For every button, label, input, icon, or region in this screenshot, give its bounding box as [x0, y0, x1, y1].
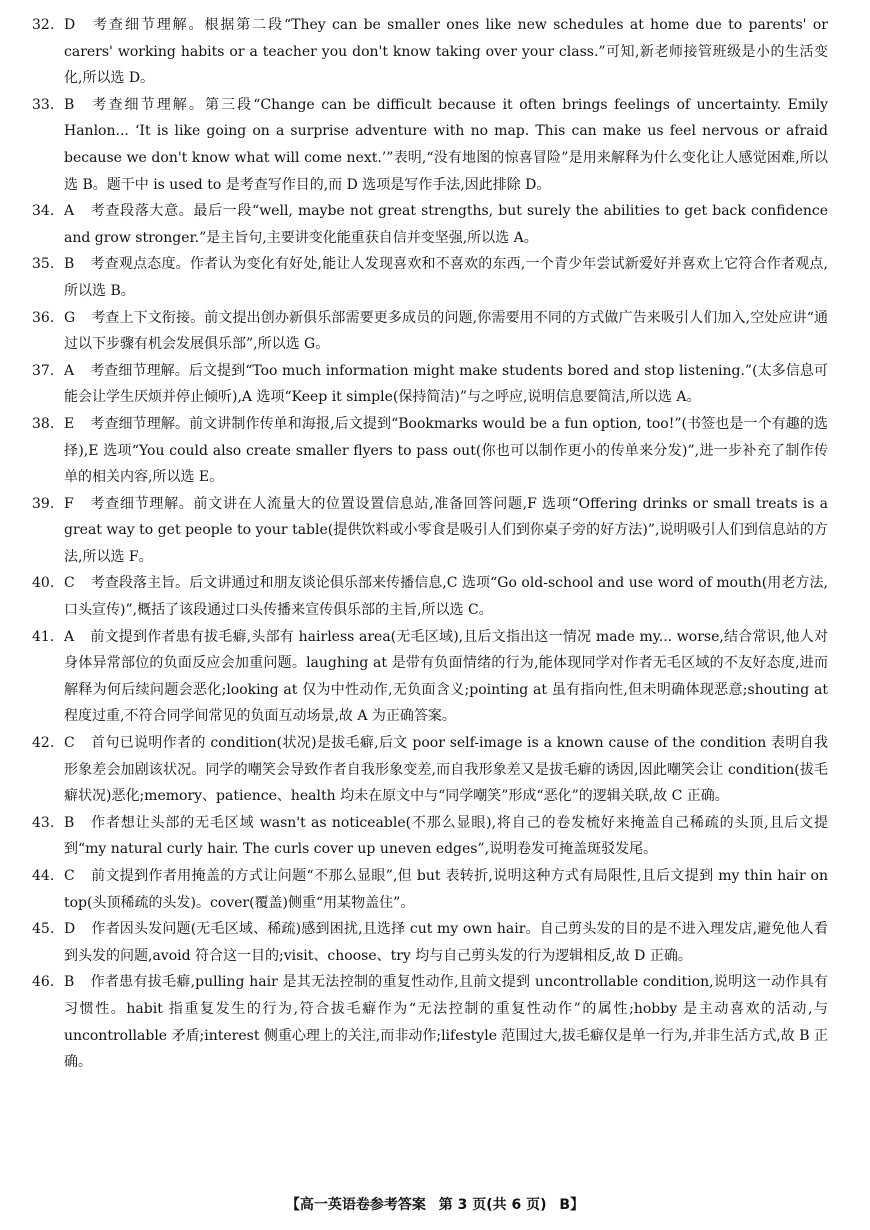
answer-item	[32, 305, 828, 358]
explanation-text: 考查细节理解。前文讲在人流量大的位置设置信息站,准备回答问题,F 选项“Offering drinks or small treats is a great way to get people to your table(提供饮料或小零食是吸引人们到你桌子旁的好方法)”,说明吸引人们到信息站的方法,所以选 F。	[64, 495, 828, 565]
answer-item	[32, 411, 828, 491]
answer-letter: A	[64, 362, 75, 379]
answer-letter: F	[64, 495, 74, 512]
question-number: 33.	[32, 96, 55, 113]
answer-letter: A	[64, 628, 75, 645]
footer-version: B】	[559, 1197, 585, 1213]
explanation-text: 考查上下文衔接。前文提出创办新俱乐部需要更多成员的问题,你需要用不同的方式做广告来吸引人们加入,空处应讲“通过以下步骤有机会发展俱乐部”,所以选 G。	[64, 309, 828, 353]
answer-letter: B	[64, 814, 75, 831]
answer-item	[32, 969, 828, 1075]
answer-item	[32, 358, 828, 411]
explanation-text: 考查段落大意。最后一段“well, maybe not great strengths, but surely the abilities to get back confidence and grow stronger.”是主旨句,主要讲变化能重获自信并变坚强,所以选 A。	[64, 203, 828, 246]
question-number: 41.	[32, 628, 55, 645]
answer-letter: D	[64, 17, 76, 33]
question-number: 44.	[32, 868, 55, 884]
page-footer	[0, 1194, 870, 1214]
question-number: 39.	[32, 495, 55, 512]
question-number: 35.	[32, 256, 55, 273]
explanation-text: 考查细节理解。后文提到“Too much information might make students bored and stop listening.”(太多信息可能会让学生厌烦并停止倾听),A 选项“Keep it simple(保持简洁)”与之呼应,说明信息要简洁,所以选 A。	[64, 362, 828, 406]
answer-letter: A	[64, 203, 75, 220]
explanation-text: 前文提到作者患有拔毛癖,头部有 hairless area(无毛区域),且后文指出这一情况 made my... worse,结合常识,他人对身体异常部位的负面反应会加重问题。laughing at 是带有负面情绪的行为,能体现同学对作者无毛区域的不友好态度,进而解释为何后续问题会恶化;looking at 仅为中性动作,无负面含义;pointing at 虽有指向性,但未明确体现恶意;shouting at 程度过重,不符合同学间常见的负面互动场景,故 A 为正确答案。	[64, 628, 828, 725]
question-number: 38.	[32, 415, 55, 432]
answer-item	[32, 491, 828, 571]
answer-letter: E	[64, 415, 75, 432]
explanation-text: 作者想让头部的无毛区域 wasn't as noticeable(不那么显眼),将自己的卷发梳好来掩盖自己稀疏的头顶,且后文提到“my natural curly hair. The curls cover up uneven edges”,说明卷发可掩盖斑驳发尾。	[64, 814, 828, 858]
answer-letter: G	[64, 309, 76, 326]
question-number: 42.	[32, 735, 55, 752]
explanation-text: 前文提到作者用掩盖的方式让问题“不那么显眼”,但 but 表转折,说明这种方式有局限性,且后文提到 my thin hair on top(头顶稀疏的头发)。cover(覆盖)侧重“用某物盖住”。	[64, 868, 828, 911]
answer-letter: D	[64, 921, 76, 938]
answer-letter: B	[64, 256, 75, 273]
explanation-text: 考查细节理解。第三段“Change can be difficult because it often brings feelings of uncertainty. Emily Hanlon... ‘It is like going on a surprise adventure with no map. This can make us feel nervous or afraid because we don't know what will come next.’”表明,“没有地图的惊喜冒险”是用来解释为什么变化让人感觉困难,所以选 B。题干中 is used to 是考查写作目的,而 D 选项是写作手法,因此排除 D。	[64, 96, 828, 193]
answer-item	[32, 198, 828, 251]
answer-item	[32, 863, 828, 916]
answer-explanations	[32, 12, 828, 1076]
question-number: 36.	[32, 309, 55, 326]
question-number: 37.	[32, 362, 55, 379]
explanation-text: 考查细节理解。前文讲制作传单和海报,后文提到“Bookmarks would be a fun option, too!”(书签也是一个有趣的选择),E 选项“You could also create smaller flyers to pass out(你也可以制作更小的传单来分发)”,进一步补充了制作传单的相关内容,所以选 E。	[64, 415, 828, 486]
explanation-text: 考查观点态度。作者认为变化有好处,能让人发现喜欢和不喜欢的东西,一个青少年尝试新爱好并喜欢上它符合作者观点,所以选 B。	[64, 256, 828, 299]
explanation-text: 考查段落主旨。后文讲通过和朋友谈论俱乐部来传播信息,C 选项“Go old-school and use word of mouth(用老方法,口头宣传)”,概括了该段通过口头传播来宣传俱乐部的主旨,所以选 C。	[64, 575, 828, 619]
answer-letter: B	[64, 974, 75, 991]
answer-item	[32, 916, 828, 969]
answer-item	[32, 251, 828, 304]
answer-item	[32, 570, 828, 623]
footer-page-number: 第 3 页(共 6 页)	[438, 1197, 547, 1213]
answer-letter: C	[64, 868, 75, 884]
answer-item	[32, 624, 828, 730]
question-number: 34.	[32, 203, 55, 220]
footer-title: 【高一英语卷参考答案	[285, 1197, 426, 1213]
question-number: 40.	[32, 575, 55, 592]
answer-letter: C	[64, 735, 75, 752]
question-number: 32.	[32, 17, 55, 33]
answer-item	[32, 810, 828, 863]
question-number: 45.	[32, 921, 55, 938]
answer-letter: C	[64, 575, 75, 592]
answer-item	[32, 92, 828, 198]
explanation-text: 首句已说明作者的 condition(状况)是拔毛癖,后文 poor self-image is a known cause of the condition 表明自我形象差会加剧该状况。同学的嘲笑会导致作者自我形象变差,而自我形象差又是拔毛癖的诱因,因此嘲笑会让 condition(拔毛癖状况)恶化;memory、patience、health 均未在原文中与“同学嘲笑”形成“恶化”的逻辑关联,故 C 正确。	[64, 735, 828, 805]
answer-item	[32, 730, 828, 810]
explanation-text: 考查细节理解。根据第二段“They can be smaller ones like new schedules at home due to parents' or carers' working habits or a teacher you don't know taking over your class.”可知,新老师接管班级是小的生活变化,所以选 D。	[64, 17, 828, 87]
question-number: 43.	[32, 814, 55, 831]
explanation-text: 作者因头发问题(无毛区域、稀疏)感到困扰,且选择 cut my own hair。自己剪头发的目的是不进入理发店,避免他人看到头发的问题,avoid 符合这一目的;visit、choose、try 均与自己剪头发的行为逻辑相反,故 D 正确。	[64, 921, 828, 964]
explanation-text: 作者患有拔毛癖,pulling hair 是其无法控制的重复性动作,且前文提到 uncontrollable condition,说明这一动作具有习惯性。habit 指重复发生的行为,符合拔毛癖作为“无法控制的重复性动作”的属性;hobby 是主动喜欢的活动,与 uncontrollable 矛盾;interest 侧重心理上的关注,而非动作;lifestyle 范围过大,拔毛癖仅是单一行为,并非生活方式,故 B 正确。	[64, 974, 828, 1071]
question-number: 46.	[32, 974, 55, 991]
answer-item	[32, 12, 828, 92]
answer-letter: B	[64, 96, 75, 113]
